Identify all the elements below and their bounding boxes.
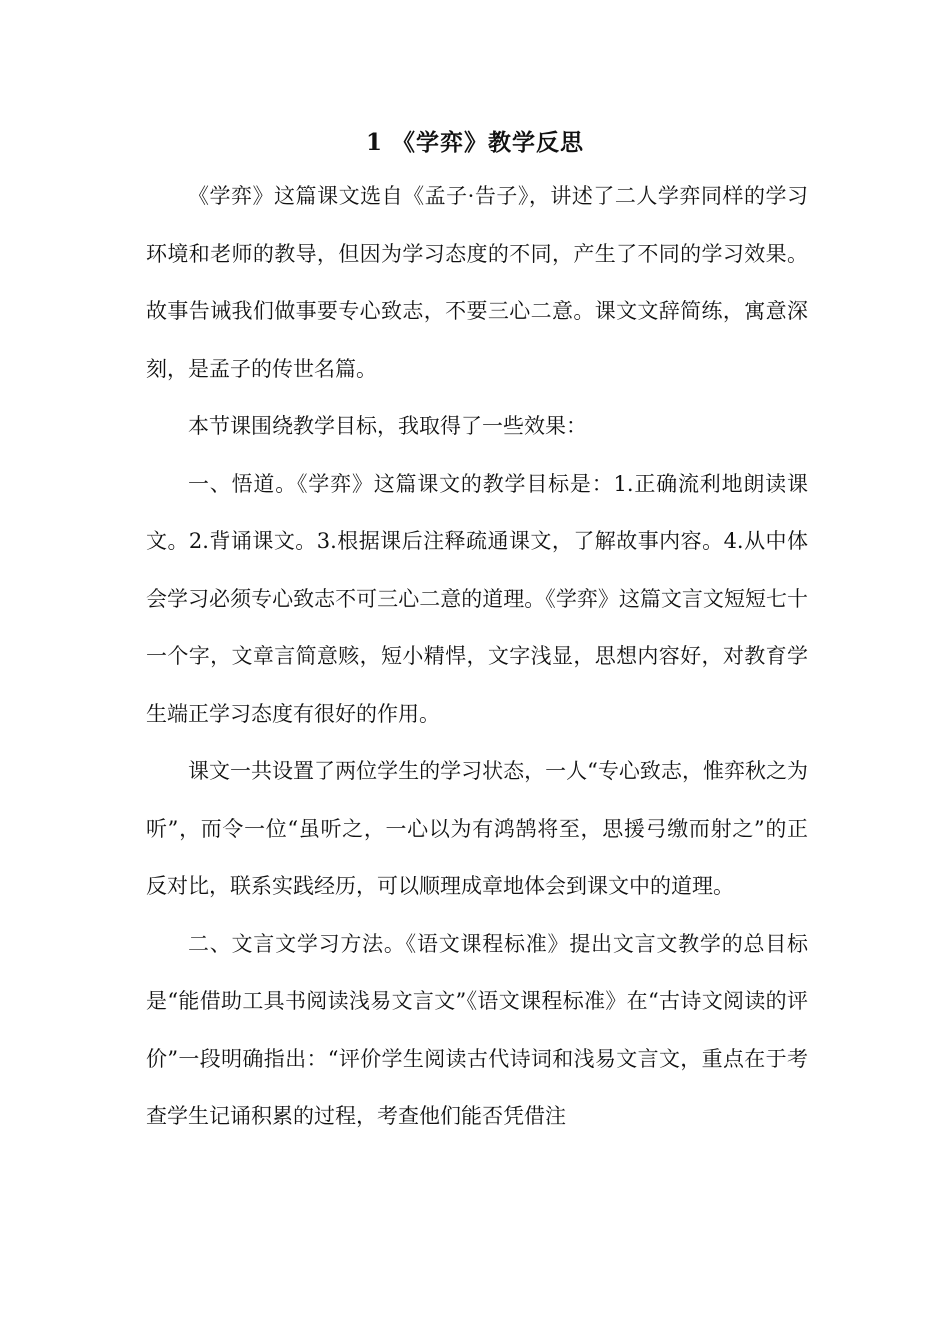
paragraph-section-two: 二、文言文学习方法。《语文课程标准》提出文言文教学的总目标是“能借助工具书阅读浅易文言文”《语文课程标准》在“古诗文阅读的评价”一段明确指出：“评价学生阅读古代诗词和浅易文言文，重点在于考查学生记诵积累的过程，考查他们能否凭借注 [146, 931, 808, 1128]
paragraph-intro: 《学弈》这篇课文选自《孟子·告子》，讲述了二人学弈同样的学习环境和老师的教导，但因为学习态度的不同，产生了不同的学习效果。故事告诫我们做事要专心致志，不要三心二意。课文文辞简练，寓意深刻，是孟子的传世名篇。 [146, 184, 808, 381]
document-title: 1 《学弈》教学反思 [365, 129, 584, 156]
paragraph-section-one: 一、悟道。《学弈》这篇课文的教学目标是：1.正确流利地朗读课文。2.背诵课文。3.根据课后注释疏通课文，了解故事内容。4.从中体会学习必须专心致志不可三心二意的道理。《学弈》这篇文言文短短七十一个字，文章言简意赅，短小精悍，文字浅显，思想内容好，对教育学生端正学习态度有很好的作用。 [146, 471, 808, 726]
document-body [146, 168, 808, 1146]
paragraph-contrast: 课文一共设置了两位学生的学习状态，一人“专心致志，惟弈秋之为听”，而令一位“虽听之，一心以为有鸿鹄将至，思援弓缴而射之”的正反对比，联系实践经历，可以顺理成章地体会到课文中的道理。 [146, 759, 808, 898]
paragraph-effects-lead: 本节课围绕教学目标，我取得了一些效果： [188, 414, 587, 438]
